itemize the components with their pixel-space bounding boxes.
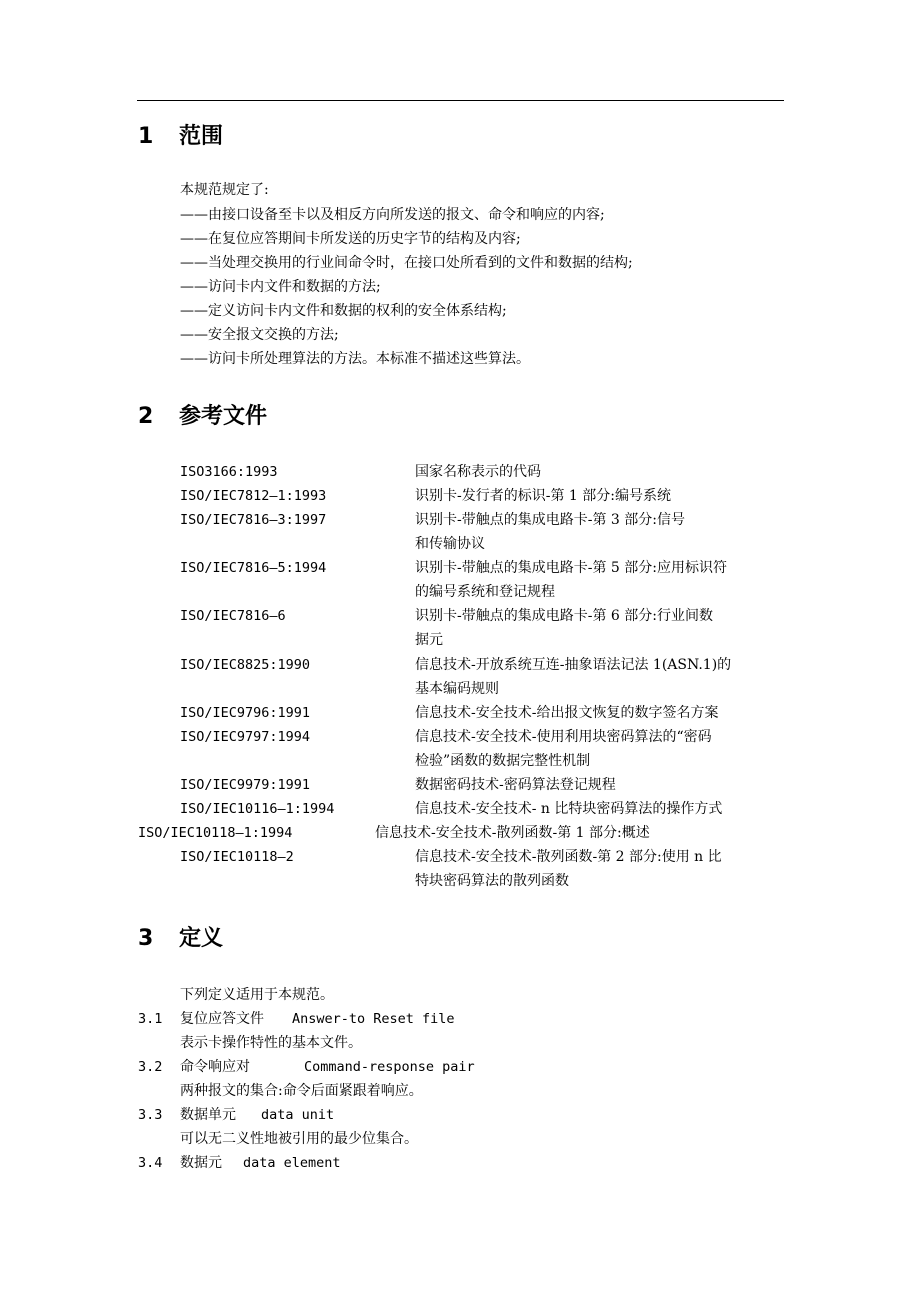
reference-code: ISO/IEC10116—1:1994 [180,801,335,817]
reference-title: 识别卡-带触点的集成电路卡-第 3 部分:信号 [415,512,685,528]
reference-title: 信息技术-安全技术-散列函数-第 2 部分:使用 n 比 [415,849,722,865]
definition-description: 表示卡操作特性的基本文件。 [180,1035,362,1051]
reference-code: ISO/IEC7816—6 [180,608,286,624]
definition-term: 数据元 [180,1155,222,1171]
scope-item: ——当处理交换用的行业间命令时，在接口处所看到的文件和数据的结构; [180,255,633,271]
definition-number: 3.3 [138,1107,163,1123]
reference-title-cont: 和传输协议 [415,536,485,552]
section-title: 范围 [179,124,224,149]
scope-item: ——在复位应答期间卡所发送的历史字节的结构及内容; [180,231,521,247]
reference-title: 信息技术-安全技术-给出报文恢复的数字签名方案 [415,705,719,721]
definition-term-en: Command-response pair [304,1059,475,1075]
definition-term: 数据单元 [180,1107,236,1123]
scope-intro: 本规范规定了: [180,182,269,198]
reference-title: 信息技术-安全技术-使用利用块密码算法的“密码 [415,729,712,745]
section-heading-definitions [138,924,223,954]
reference-code: ISO/IEC7816—5:1994 [180,560,327,576]
definition-description: 两种报文的集合:命令后面紧跟着响应。 [180,1083,423,1099]
reference-title: 数据密码技术-密码算法登记规程 [415,777,616,793]
section-title: 定义 [179,926,224,951]
reference-code: ISO/IEC7812—1:1993 [180,488,327,504]
reference-code: ISO/IEC9979:1991 [180,777,311,793]
section-number: 2 [138,404,154,429]
scope-item: ——访问卡内文件和数据的方法; [180,279,381,295]
reference-title: 识别卡-带触点的集成电路卡-第 6 部分:行业间数 [415,608,713,624]
section-heading-scope [138,122,223,152]
definition-term-en: data unit [261,1107,335,1123]
definition-term-en: data element [243,1155,341,1171]
reference-code: ISO/IEC9797:1994 [180,729,311,745]
scope-item: ——定义访问卡内文件和数据的权利的安全体系结构; [180,303,507,319]
definition-term-en: Answer-to Reset file [292,1011,455,1027]
reference-title: 信息技术-开放系统互连-抽象语法记法 1(ASN.1)的 [415,657,732,673]
header-rule [137,100,784,101]
definition-term: 命令响应对 [180,1059,250,1075]
reference-code: ISO/IEC10118—2 [180,849,294,865]
reference-code: ISO3166:1993 [180,464,278,480]
definition-number: 3.2 [138,1059,163,1075]
reference-title-cont: 特块密码算法的散列函数 [415,873,569,889]
scope-item: ——由接口设备至卡以及相反方向所发送的报文、命令和响应的内容; [180,207,605,223]
definition-number: 3.1 [138,1011,163,1027]
section-title: 参考文件 [179,404,268,429]
reference-title: 识别卡-带触点的集成电路卡-第 5 部分:应用标识符 [415,560,727,576]
definition-description: 可以无二义性地被引用的最少位集合。 [180,1131,418,1147]
scope-item: ——安全报文交换的方法; [180,327,339,343]
reference-title: 信息技术-安全技术-散列函数-第 1 部分:概述 [375,825,650,841]
reference-code: ISO/IEC7816—3:1997 [180,512,327,528]
section-number: 1 [138,124,154,149]
reference-title-cont: 检验”函数的数据完整性机制 [415,753,591,769]
reference-title: 信息技术-安全技术- n 比特块密码算法的操作方式 [415,801,723,817]
reference-title-cont: 基本编码规则 [415,681,499,697]
reference-title: 识别卡-发行者的标识-第 1 部分:编号系统 [415,488,671,504]
reference-code: ISO/IEC9796:1991 [180,705,311,721]
reference-title-cont: 的编号系统和登记规程 [415,584,555,600]
reference-code: ISO/IEC8825:1990 [180,657,311,673]
reference-title: 国家名称表示的代码 [415,464,541,480]
reference-title-cont: 据元 [415,632,443,648]
section-heading-references [138,402,267,432]
definitions-intro: 下列定义适用于本规范。 [180,987,334,1003]
section-number: 3 [138,926,154,951]
definition-term: 复位应答文件 [180,1011,264,1027]
reference-code: ISO/IEC10118—1:1994 [138,825,293,841]
definition-number: 3.4 [138,1155,163,1171]
scope-item: ——访问卡所处理算法的方法。本标准不描述这些算法。 [180,351,530,367]
